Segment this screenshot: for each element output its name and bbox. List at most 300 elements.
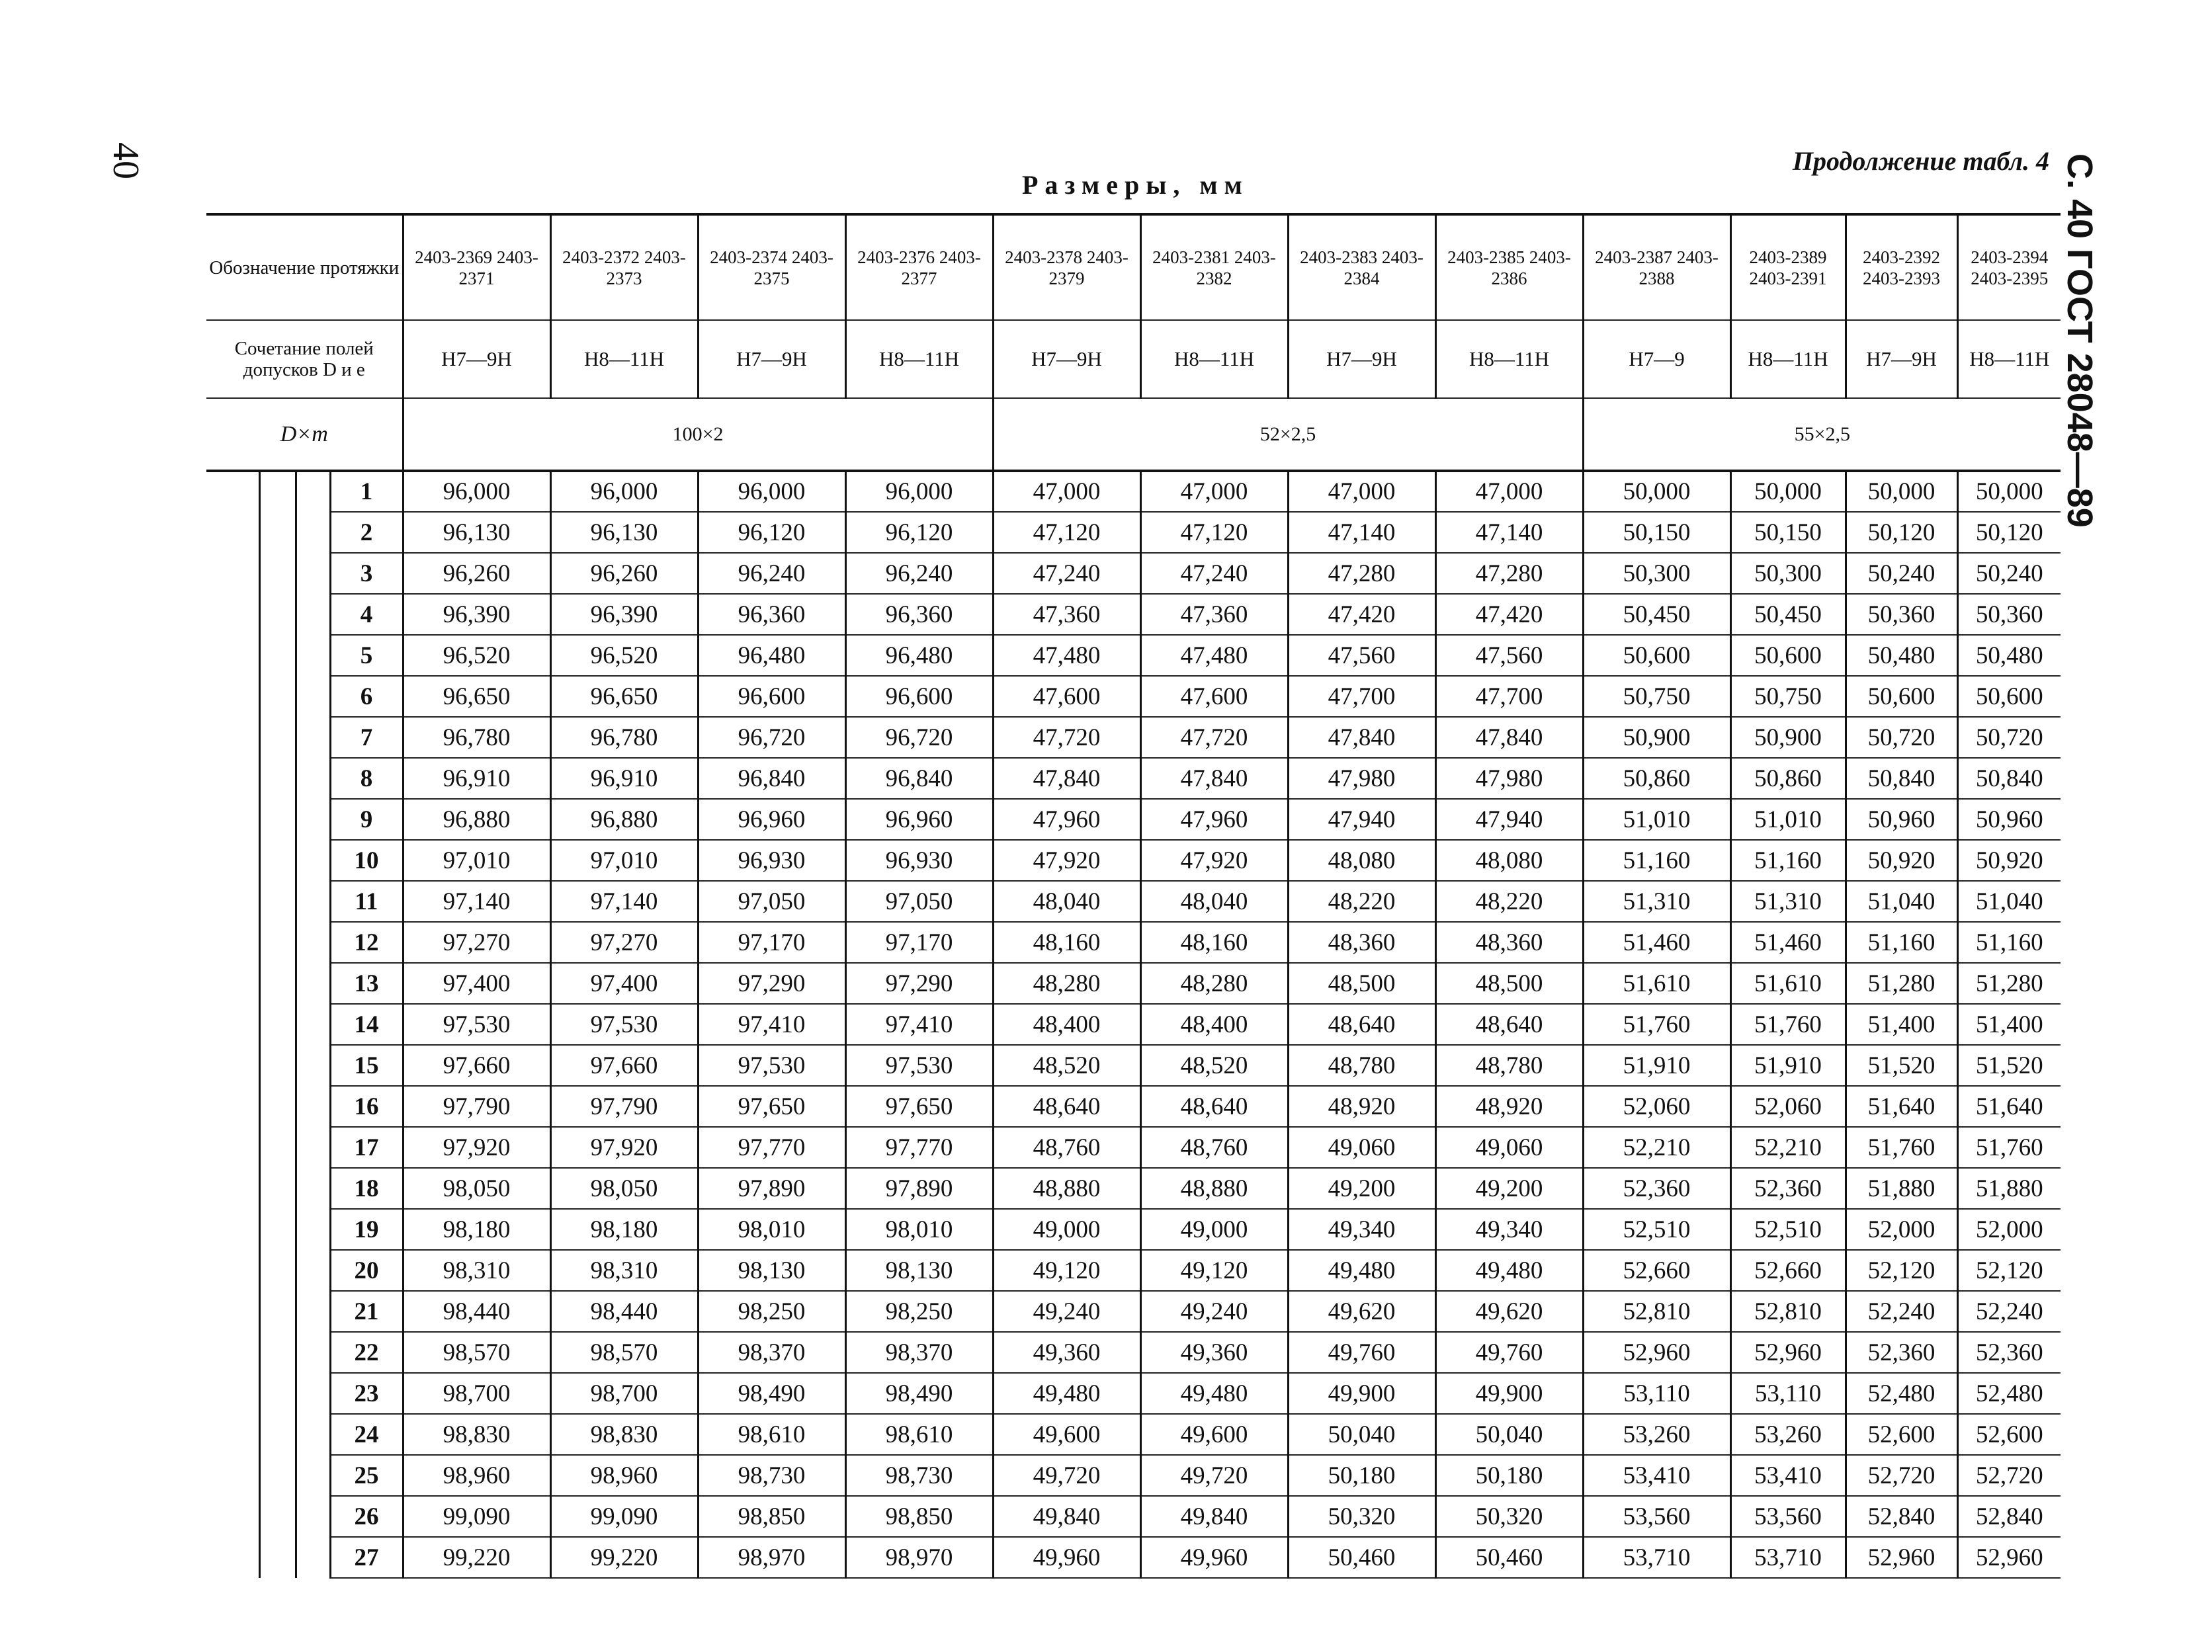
diameter-value: 53,110: [1730, 1373, 1846, 1414]
diameter-value: 49,360: [1140, 1332, 1288, 1373]
diameter-value: 50,600: [1957, 676, 2061, 717]
diameter-value: 51,880: [1957, 1168, 2061, 1209]
diameter-value: 50,750: [1583, 676, 1730, 717]
diameter-value: 98,570: [550, 1332, 698, 1373]
diameter-value: 98,310: [550, 1250, 698, 1291]
diameter-value: 49,060: [1435, 1127, 1583, 1168]
diameter-value: 98,850: [698, 1496, 845, 1537]
diameter-value: 96,240: [845, 553, 993, 594]
diameter-value: 47,840: [1140, 758, 1288, 799]
diameter-value: 98,310: [403, 1250, 550, 1291]
diameter-value: 50,320: [1435, 1496, 1583, 1537]
diameter-value: 52,210: [1730, 1127, 1846, 1168]
diameter-value: 49,840: [1140, 1496, 1288, 1537]
table-row: [206, 635, 2061, 676]
diameter-value: 98,250: [698, 1291, 845, 1332]
diameter-value: 52,720: [1957, 1455, 2061, 1496]
tooth-number: 12: [330, 922, 403, 963]
diameter-value: 52,660: [1583, 1250, 1730, 1291]
diameter-value: 96,000: [403, 471, 550, 512]
diameter-value: 96,600: [698, 676, 845, 717]
tolerance-cell: H7—9H: [403, 320, 550, 398]
diameter-value: 48,280: [993, 963, 1140, 1004]
tolerance-cell: H7—9H: [993, 320, 1140, 398]
diameter-value: 49,480: [1435, 1250, 1583, 1291]
diameter-value: 52,360: [1846, 1332, 1957, 1373]
tooth-number: 20: [330, 1250, 403, 1291]
diameter-value: 52,810: [1730, 1291, 1846, 1332]
diameter-value: 50,860: [1583, 758, 1730, 799]
diameter-value: 96,390: [550, 594, 698, 635]
diameter-value: 49,240: [993, 1291, 1140, 1332]
diameter-value: 47,600: [1140, 676, 1288, 717]
diameter-value: 96,520: [550, 635, 698, 676]
dxm-row: [206, 398, 2061, 471]
diameter-value: 47,840: [1288, 717, 1435, 758]
diameter-value: 50,150: [1583, 512, 1730, 553]
diameter-value: 97,770: [845, 1127, 993, 1168]
diameter-value: 48,920: [1288, 1086, 1435, 1127]
diameter-value: 97,410: [698, 1004, 845, 1045]
diameter-value: 99,090: [403, 1496, 550, 1537]
diameter-value: 47,600: [993, 676, 1140, 717]
tolerance-cell: H8—11H: [550, 320, 698, 398]
table-row: [206, 1373, 2061, 1414]
diameter-value: 49,900: [1435, 1373, 1583, 1414]
row-group-label: [206, 471, 259, 1578]
diameter-value: 51,460: [1583, 922, 1730, 963]
diameter-value: 48,520: [993, 1045, 1140, 1086]
diameter-value: 98,960: [403, 1455, 550, 1496]
diameter-value: 48,220: [1435, 881, 1583, 922]
diameter-value: 51,160: [1583, 840, 1730, 881]
diameter-value: 48,640: [1140, 1086, 1288, 1127]
diameter-value: 49,060: [1288, 1127, 1435, 1168]
diameter-value: 52,060: [1583, 1086, 1730, 1127]
diameter-value: 49,360: [993, 1332, 1140, 1373]
table-row: [206, 1209, 2061, 1250]
tolerance-label: Сочетание полей допусков D и e: [206, 320, 403, 398]
diameter-value: 50,000: [1583, 471, 1730, 512]
diameter-value: 48,640: [993, 1086, 1140, 1127]
table-row: [206, 799, 2061, 840]
diameter-value: 99,220: [403, 1537, 550, 1578]
diameter-value: 50,460: [1435, 1537, 1583, 1578]
diameter-value: 97,170: [698, 922, 845, 963]
diameter-value: 49,120: [1140, 1250, 1288, 1291]
tolerance-cell: H8—11H: [1730, 320, 1846, 398]
diameter-value: 50,600: [1730, 635, 1846, 676]
diameter-value: 49,960: [1140, 1537, 1288, 1578]
diameter-value: 52,600: [1957, 1414, 2061, 1455]
diameter-value: 97,010: [403, 840, 550, 881]
diameter-value: 52,600: [1846, 1414, 1957, 1455]
tooth-number: 15: [330, 1045, 403, 1086]
diameter-value: 97,050: [845, 881, 993, 922]
diameter-value: 53,110: [1583, 1373, 1730, 1414]
diameter-value: 52,840: [1846, 1496, 1957, 1537]
diameter-value: 52,510: [1583, 1209, 1730, 1250]
diameter-value: 98,730: [698, 1455, 845, 1496]
diameter-value: 97,170: [845, 922, 993, 963]
diameter-value: 49,480: [993, 1373, 1140, 1414]
tolerance-cell: H8—11H: [845, 320, 993, 398]
diameter-value: 47,360: [1140, 594, 1288, 635]
diameter-value: 51,280: [1957, 963, 2061, 1004]
diameter-value: 47,560: [1435, 635, 1583, 676]
diameter-value: 97,890: [698, 1168, 845, 1209]
tooth-number: 8: [330, 758, 403, 799]
tooth-number: 27: [330, 1537, 403, 1578]
diameter-value: 97,770: [698, 1127, 845, 1168]
diameter-value: 48,080: [1435, 840, 1583, 881]
diameter-value: 97,790: [403, 1086, 550, 1127]
diameter-value: 98,830: [403, 1414, 550, 1455]
tooth-number: 9: [330, 799, 403, 840]
diameter-value: 51,520: [1957, 1045, 2061, 1086]
diameter-value: 98,970: [698, 1537, 845, 1578]
diameter-value: 50,120: [1957, 512, 2061, 553]
diameter-value: 49,620: [1288, 1291, 1435, 1332]
spline-teeth-label: [259, 799, 296, 1578]
diameter-value: 50,960: [1846, 799, 1957, 840]
diameter-value: 51,040: [1846, 881, 1957, 922]
diameter-value: 50,040: [1288, 1414, 1435, 1455]
diameter-value: 98,700: [550, 1373, 698, 1414]
tooth-number: 25: [330, 1455, 403, 1496]
shaped-teeth-bracket: [296, 471, 330, 799]
diameter-value: 48,080: [1288, 840, 1435, 881]
diameter-value: 50,240: [1957, 553, 2061, 594]
diameter-value: 52,360: [1583, 1168, 1730, 1209]
table-row: [206, 1250, 2061, 1291]
table-row: [206, 717, 2061, 758]
diameter-value: 48,360: [1435, 922, 1583, 963]
diameter-value: 52,060: [1730, 1086, 1846, 1127]
diameter-value: 53,260: [1730, 1414, 1846, 1455]
diameter-value: 51,640: [1957, 1086, 2061, 1127]
diameter-value: 96,650: [550, 676, 698, 717]
diameter-value: 48,520: [1140, 1045, 1288, 1086]
diameter-value: 47,920: [1140, 840, 1288, 881]
tooth-number: 19: [330, 1209, 403, 1250]
diameter-value: 97,530: [845, 1045, 993, 1086]
diameter-value: 47,480: [993, 635, 1140, 676]
designation-label: Обозначение протяжки: [206, 214, 403, 320]
tooth-number: 1: [330, 471, 403, 512]
diameter-value: 50,920: [1846, 840, 1957, 881]
tolerance-cell: H8—11H: [1140, 320, 1288, 398]
dxm-group-3: 55×2,5: [1583, 398, 2061, 471]
table-row: [206, 1537, 2061, 1578]
diameter-value: 47,120: [1140, 512, 1288, 553]
diameter-value: 52,960: [1957, 1537, 2061, 1578]
diameter-value: 51,010: [1583, 799, 1730, 840]
diameter-value: 96,260: [403, 553, 550, 594]
diameter-value: 96,930: [845, 840, 993, 881]
diameter-value: 50,460: [1288, 1537, 1435, 1578]
diameter-value: 96,000: [550, 471, 698, 512]
tolerance-cell: H7—9H: [1846, 320, 1957, 398]
diameter-value: 96,960: [698, 799, 845, 840]
diameter-value: 51,310: [1583, 881, 1730, 922]
diameter-value: 98,130: [845, 1250, 993, 1291]
diameter-value: 50,300: [1730, 553, 1846, 594]
diameter-value: 96,000: [698, 471, 845, 512]
diameter-value: 52,120: [1846, 1250, 1957, 1291]
table-row: [206, 594, 2061, 635]
diameter-value: 48,780: [1288, 1045, 1435, 1086]
tolerance-cell: H7—9H: [698, 320, 845, 398]
designation-cell: 2403-2376 2403-2377: [845, 214, 993, 320]
diameter-value: 96,910: [550, 758, 698, 799]
diameter-value: 97,050: [698, 881, 845, 922]
tolerance-cell: H7—9: [1583, 320, 1730, 398]
diameter-value: 99,090: [550, 1496, 698, 1537]
tooth-number: 4: [330, 594, 403, 635]
diameter-value: 96,000: [845, 471, 993, 512]
designation-cell: 2403-2369 2403-2371: [403, 214, 550, 320]
tolerance-cell: H8—11H: [1957, 320, 2061, 398]
diameter-value: 51,760: [1730, 1004, 1846, 1045]
diameter-value: 47,140: [1435, 512, 1583, 553]
table-row: [206, 676, 2061, 717]
diameter-value: 51,610: [1583, 963, 1730, 1004]
diameter-value: 52,720: [1846, 1455, 1957, 1496]
diameter-value: 98,010: [845, 1209, 993, 1250]
table-row: [206, 840, 2061, 881]
diameter-value: 49,960: [993, 1537, 1140, 1578]
diameter-value: 98,830: [550, 1414, 698, 1455]
diameter-value: 52,480: [1846, 1373, 1957, 1414]
diameter-value: 51,040: [1957, 881, 2061, 922]
shaped-teeth-label: [259, 471, 296, 799]
diameter-value: 47,360: [993, 594, 1140, 635]
diameter-value: 52,360: [1730, 1168, 1846, 1209]
diameter-value: 51,400: [1957, 1004, 2061, 1045]
tooth-number: 26: [330, 1496, 403, 1537]
diameter-value: 51,910: [1583, 1045, 1730, 1086]
diameter-value: 52,240: [1846, 1291, 1957, 1332]
diameter-value: 98,050: [403, 1168, 550, 1209]
diameter-value: 49,900: [1288, 1373, 1435, 1414]
diameter-value: 51,610: [1730, 963, 1846, 1004]
diameter-value: 97,410: [845, 1004, 993, 1045]
diameter-value: 96,120: [698, 512, 845, 553]
diameter-value: 47,240: [1140, 553, 1288, 594]
diameter-value: 98,970: [845, 1537, 993, 1578]
designation-cell: 2403-2378 2403-2379: [993, 214, 1140, 320]
diameter-value: 50,480: [1957, 635, 2061, 676]
diameter-value: 51,760: [1583, 1004, 1730, 1045]
diameter-value: 48,500: [1288, 963, 1435, 1004]
diameter-value: 51,640: [1846, 1086, 1957, 1127]
diameter-value: 50,180: [1435, 1455, 1583, 1496]
tooth-number: 10: [330, 840, 403, 881]
diameter-value: 53,410: [1730, 1455, 1846, 1496]
diameter-value: 96,480: [698, 635, 845, 676]
diameter-value: 49,120: [993, 1250, 1140, 1291]
diameter-value: 47,720: [993, 717, 1140, 758]
diameter-value: 49,720: [993, 1455, 1140, 1496]
tooth-number: 3: [330, 553, 403, 594]
table-row: [206, 1414, 2061, 1455]
tooth-number: 11: [330, 881, 403, 922]
diameter-value: 52,360: [1957, 1332, 2061, 1373]
diameter-value: 48,880: [993, 1168, 1140, 1209]
diameter-value: 51,010: [1730, 799, 1846, 840]
diameter-value: 47,920: [993, 840, 1140, 881]
diameter-value: 50,000: [1957, 471, 2061, 512]
diameter-value: 52,840: [1957, 1496, 2061, 1537]
diameter-value: 53,260: [1583, 1414, 1730, 1455]
diameter-value: 96,130: [550, 512, 698, 553]
diameter-value: 97,140: [550, 881, 698, 922]
diameter-value: 52,960: [1846, 1537, 1957, 1578]
diameter-value: 97,140: [403, 881, 550, 922]
table-row: [206, 553, 2061, 594]
diameter-value: 96,260: [550, 553, 698, 594]
diameter-value: 53,410: [1583, 1455, 1730, 1496]
diameter-value: 50,840: [1846, 758, 1957, 799]
diameter-value: 47,980: [1288, 758, 1435, 799]
dimensions-caption: Размеры, мм: [1022, 170, 1249, 200]
diameter-value: 49,600: [1140, 1414, 1288, 1455]
diameter-value: 98,440: [550, 1291, 698, 1332]
diameter-value: 48,160: [993, 922, 1140, 963]
designation-row: [206, 214, 2061, 320]
diameter-value: 98,960: [550, 1455, 698, 1496]
diameter-value: 47,280: [1288, 553, 1435, 594]
table-row: [206, 758, 2061, 799]
page-number: 40: [105, 142, 146, 179]
diameter-value: 97,920: [403, 1127, 550, 1168]
diameter-value: 97,650: [698, 1086, 845, 1127]
diameter-value: 48,760: [993, 1127, 1140, 1168]
tooth-number: 24: [330, 1414, 403, 1455]
diameter-value: 52,960: [1583, 1332, 1730, 1373]
diameter-value: 97,890: [845, 1168, 993, 1209]
table-row: [206, 881, 2061, 922]
diameter-value: 51,160: [1957, 922, 2061, 963]
diameter-value: 48,880: [1140, 1168, 1288, 1209]
diameter-value: 49,340: [1435, 1209, 1583, 1250]
diameter-value: 96,840: [845, 758, 993, 799]
table-row: [206, 1332, 2061, 1373]
diameter-value: 98,180: [550, 1209, 698, 1250]
designation-cell: 2403-2385 2403-2386: [1435, 214, 1583, 320]
diameter-value: 50,900: [1583, 717, 1730, 758]
diameter-value: 51,160: [1846, 922, 1957, 963]
diameter-value: 50,840: [1957, 758, 2061, 799]
diameter-value: 47,480: [1140, 635, 1288, 676]
diameter-value: 48,280: [1140, 963, 1288, 1004]
diameter-value: 51,910: [1730, 1045, 1846, 1086]
diameter-value: 49,000: [993, 1209, 1140, 1250]
table-row: [206, 1291, 2061, 1332]
diameter-value: 51,520: [1846, 1045, 1957, 1086]
diameter-value: 49,240: [1140, 1291, 1288, 1332]
diameter-value: 47,420: [1435, 594, 1583, 635]
diameter-value: 97,270: [403, 922, 550, 963]
diameter-value: 47,000: [993, 471, 1140, 512]
diameter-value: 96,360: [698, 594, 845, 635]
diameter-value: 47,840: [1435, 717, 1583, 758]
diameter-value: 48,640: [1435, 1004, 1583, 1045]
diameter-value: 52,210: [1583, 1127, 1730, 1168]
diameter-value: 96,120: [845, 512, 993, 553]
diameter-value: 51,460: [1730, 922, 1846, 963]
diameter-value: 98,250: [845, 1291, 993, 1332]
diameter-value: 97,400: [403, 963, 550, 1004]
diameter-value: 47,140: [1288, 512, 1435, 553]
tooth-number: 17: [330, 1127, 403, 1168]
diameter-value: 97,660: [550, 1045, 698, 1086]
diameter-value: 47,840: [993, 758, 1140, 799]
diameter-value: 98,050: [550, 1168, 698, 1209]
diameter-value: 99,220: [550, 1537, 698, 1578]
diameter-value: 47,700: [1435, 676, 1583, 717]
diameter-value: 49,200: [1288, 1168, 1435, 1209]
diameter-value: 48,640: [1288, 1004, 1435, 1045]
diameter-value: 50,450: [1583, 594, 1730, 635]
table-row: [206, 1004, 2061, 1045]
diameter-value: 51,760: [1846, 1127, 1957, 1168]
diameter-value: 47,420: [1288, 594, 1435, 635]
designation-cell: 2403-2374 2403-2375: [698, 214, 845, 320]
table-row: [206, 963, 2061, 1004]
diameter-value: 52,960: [1730, 1332, 1846, 1373]
diameter-value: 97,290: [845, 963, 993, 1004]
tolerance-row: [206, 320, 2061, 398]
diameter-value: 51,160: [1730, 840, 1846, 881]
diameter-value: 49,000: [1140, 1209, 1288, 1250]
diameter-value: 96,520: [403, 635, 550, 676]
diameter-value: 48,760: [1140, 1127, 1288, 1168]
diameter-value: 53,560: [1730, 1496, 1846, 1537]
diameter-value: 50,360: [1846, 594, 1957, 635]
diameter-value: 98,180: [403, 1209, 550, 1250]
diameter-value: 47,980: [1435, 758, 1583, 799]
diameter-value: 52,510: [1730, 1209, 1846, 1250]
diameter-value: 98,490: [698, 1373, 845, 1414]
diameter-value: 96,600: [845, 676, 993, 717]
diameter-value: 53,710: [1730, 1537, 1846, 1578]
diameter-value: 48,500: [1435, 963, 1583, 1004]
diameter-value: 51,400: [1846, 1004, 1957, 1045]
diameter-value: 49,600: [993, 1414, 1140, 1455]
diameter-value: 98,850: [845, 1496, 993, 1537]
diameter-value: 52,120: [1957, 1250, 2061, 1291]
tooth-number: 21: [330, 1291, 403, 1332]
tooth-number: 5: [330, 635, 403, 676]
diameter-value: 96,910: [403, 758, 550, 799]
diameter-value: 98,610: [845, 1414, 993, 1455]
diameter-value: 52,240: [1957, 1291, 2061, 1332]
diameter-value: 50,320: [1288, 1496, 1435, 1537]
diameter-value: 51,310: [1730, 881, 1846, 922]
diameter-value: 51,280: [1846, 963, 1957, 1004]
diameter-value: 47,720: [1140, 717, 1288, 758]
diameter-value: 51,760: [1957, 1127, 2061, 1168]
tooth-number: 7: [330, 717, 403, 758]
dxm-label: D×m: [206, 398, 403, 471]
diameter-value: 47,120: [993, 512, 1140, 553]
diameter-value: 49,340: [1288, 1209, 1435, 1250]
diameter-value: 48,040: [993, 881, 1140, 922]
table-row: [206, 1086, 2061, 1127]
diameter-value: 50,180: [1288, 1455, 1435, 1496]
